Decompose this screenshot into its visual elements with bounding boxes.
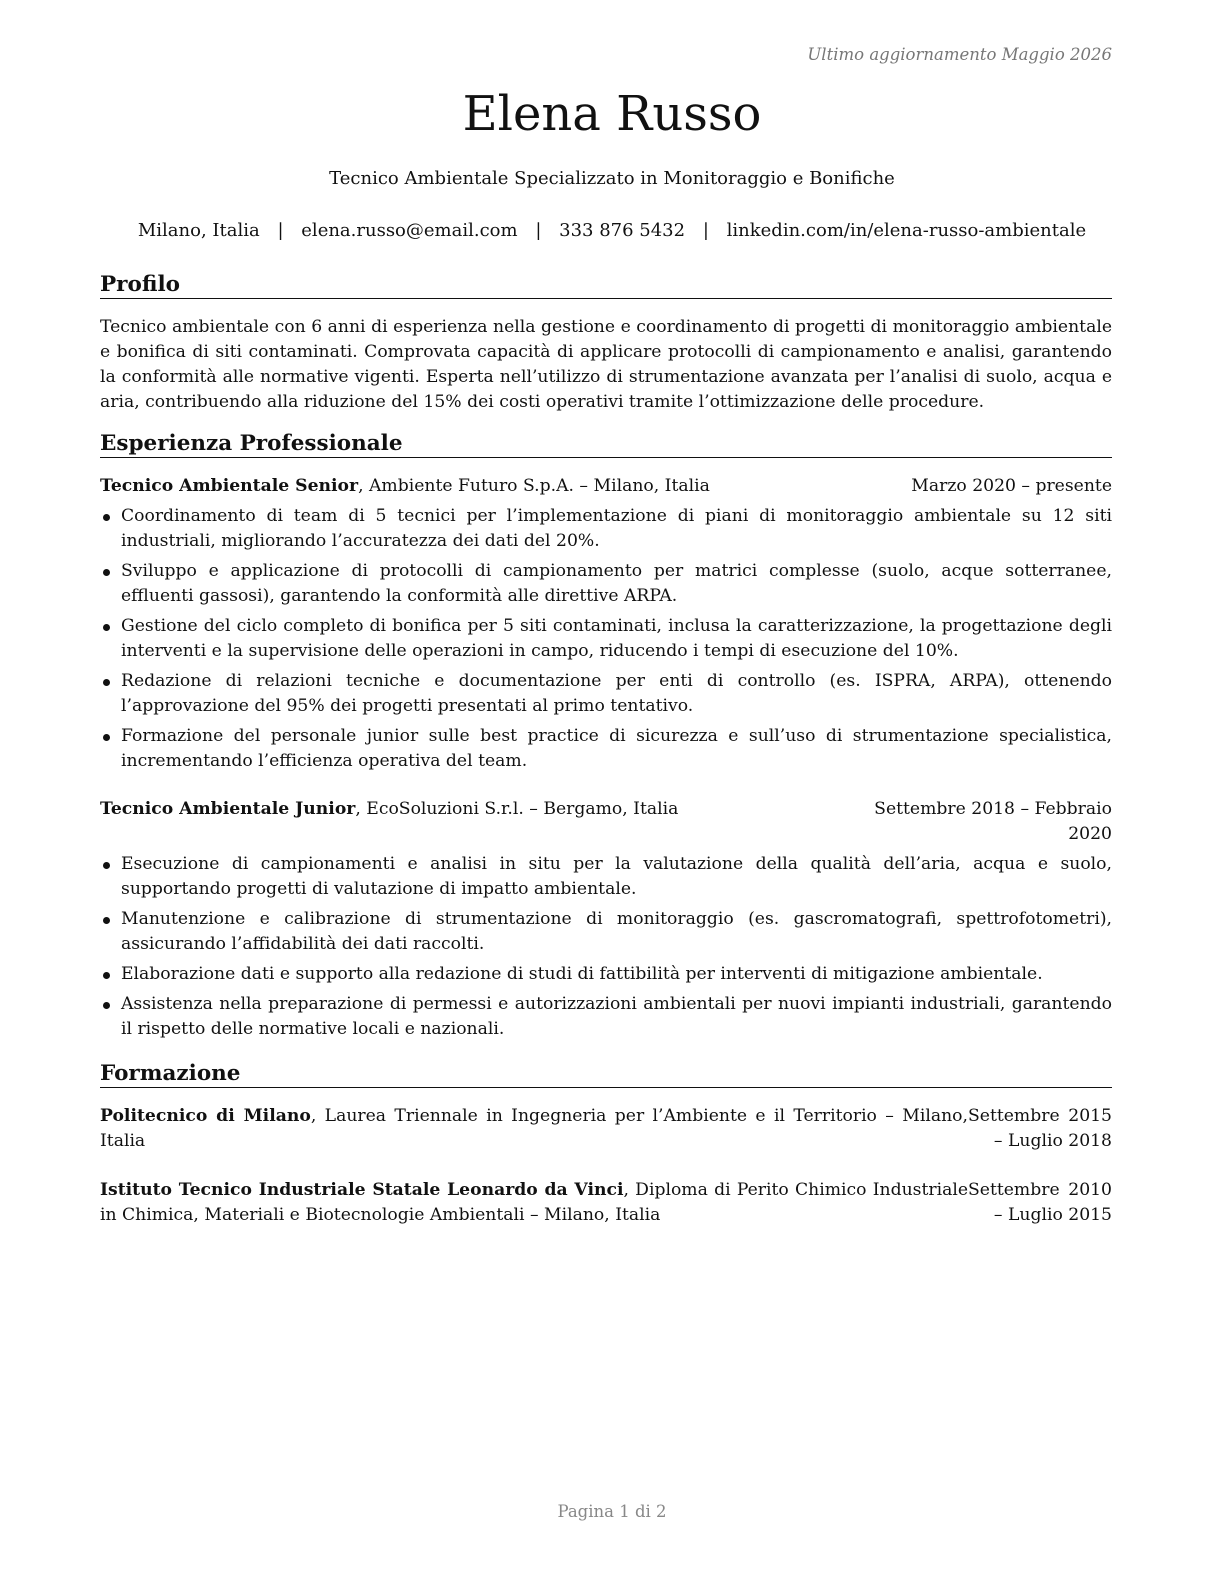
contact-separator: |	[702, 220, 709, 241]
contact-phone[interactable]: 333 876 5432	[559, 220, 686, 241]
page-number: Pagina 1 di 2	[557, 1502, 667, 1521]
bullet-icon	[103, 569, 110, 576]
bullet-text: Redazione di relazioni tecniche e documentazione per enti di controllo (es. ISPRA, ARPA), ottenendo l’approvazione del 95% dei progetti presentati al primo tentativo.	[121, 671, 1112, 716]
bullet-text: Gestione del ciclo completo di bonifica per 5 siti contaminati, inclusa la caratterizzazione, la progettazione degli interventi e la supervisione delle operazioni in campo, riducendo i tempi di esecuzione del 10%.	[121, 616, 1112, 661]
last-updated: Ultimo aggiornamento Maggio 2026	[807, 45, 1112, 64]
education-dates: Settembre 2010 – Luglio 2015	[968, 1180, 1112, 1225]
bullet-icon	[103, 624, 110, 631]
list-item	[100, 992, 1112, 1042]
bullet-icon	[103, 514, 110, 521]
education-description	[100, 1104, 968, 1154]
list-item	[100, 669, 1112, 719]
contact-location: Milano, Italia	[137, 220, 260, 241]
bullet-text: Assistenza nella preparazione di permessi e autorizzazioni ambientali per nuovi impianti industriali, garantendo il rispetto delle normative locali e nazionali.	[121, 994, 1112, 1039]
bullet-text: Manutenzione e calibrazione di strumentazione di monitoraggio (es. gascromatografi, spettrofotometri), assicurando l’affidabilità dei dati raccolti.	[121, 909, 1112, 954]
bullet-icon	[103, 862, 110, 869]
bullet-icon	[103, 917, 110, 924]
section-title-experience: Esperienza Professionale	[100, 431, 1112, 458]
bullet-icon	[103, 972, 110, 979]
headline: Tecnico Ambientale Specializzato in Monitoraggio e Bonifiche	[329, 168, 895, 189]
section-title-profile: Profilo	[100, 272, 1112, 299]
contact-separator: |	[277, 220, 284, 241]
bullet-text: Esecuzione di campionamenti e analisi in situ per la valutazione della qualità dell’aria, acqua e suolo, supportando progetti di valutazione di impatto ambientale.	[121, 854, 1112, 899]
job-bullets	[100, 504, 1112, 779]
bullet-text: Coordinamento di team di 5 tecnici per l’implementazione di piani di monitoraggio ambientale su 12 siti industriali, migliorando l’accuratezza dei dati del 20%.	[121, 506, 1112, 551]
job-bullets	[100, 852, 1112, 1047]
education-details: , Laurea Triennale in Ingegneria per l’Ambiente e il Territorio – Milano, Italia	[100, 1106, 968, 1151]
job-header	[100, 474, 1112, 499]
list-item	[100, 504, 1112, 554]
job-role: Tecnico Ambientale Senior	[100, 476, 359, 496]
job-role: Tecnico Ambientale Junior	[100, 799, 356, 819]
bullet-icon	[103, 679, 110, 686]
education-institution: Istituto Tecnico Industriale Statale Leonardo da Vinci	[100, 1180, 624, 1200]
contact-separator: |	[535, 220, 542, 241]
education-item	[100, 1104, 1112, 1154]
list-item	[100, 852, 1112, 902]
job-title-line	[100, 474, 710, 499]
education-dates: Settembre 2015 – Luglio 2018	[968, 1106, 1112, 1151]
contact-line	[0, 220, 1224, 241]
job-title-line	[100, 797, 678, 822]
education-details: , Diploma di Perito Chimico Industriale in Chimica, Materiali e Biotecnologie Ambientali – Milano, Italia	[100, 1180, 969, 1225]
job-company: , EcoSoluzioni S.r.l. – Bergamo, Italia	[355, 799, 679, 819]
job-dates: Marzo 2020 – presente	[911, 476, 1112, 496]
candidate-name: Elena Russo	[462, 86, 762, 142]
list-item	[100, 724, 1112, 774]
list-item	[100, 962, 1112, 987]
contact-linkedin[interactable]: linkedin.com/in/elena-russo-ambientale	[726, 220, 1087, 241]
job-header	[100, 797, 1112, 847]
bullet-text: Sviluppo e applicazione di protocolli di campionamento per matrici complesse (suolo, acque sotterranee, effluenti gassosi), garantendo la conformità alle direttive ARPA.	[121, 561, 1112, 606]
bullet-icon	[103, 734, 110, 741]
bullet-text: Elaborazione dati e supporto alla redazione di studi di fattibilità per interventi di mitigazione ambientale.	[121, 964, 1043, 984]
education-item	[100, 1178, 1112, 1228]
section-title-education: Formazione	[100, 1061, 1112, 1088]
education-description	[100, 1178, 968, 1228]
bullet-text: Formazione del personale junior sulle best practice di sicurezza e sull’uso di strumentazione specialistica, incrementando l’efficienza operativa del team.	[121, 726, 1112, 771]
job-company: , Ambiente Futuro S.p.A. – Milano, Italia	[358, 476, 710, 496]
education-institution: Politecnico di Milano	[100, 1106, 311, 1126]
profile-text: Tecnico ambientale con 6 anni di esperienza nella gestione e coordinamento di progetti di monitoraggio ambientale e bonifica di siti contaminati. Comprovata capacità di applicare protocolli di campionamento e analisi, garantendo la conformità alle normative vigenti. Esperta nell’utilizzo di strumentazione avanzata per l’analisi di suolo, acqua e aria, contribuendo alla riduzione del 15% dei costi operativi tramite l’ottimizzazione delle procedure.	[100, 317, 1112, 412]
list-item	[100, 907, 1112, 957]
bullet-icon	[103, 1002, 110, 1009]
list-item	[100, 559, 1112, 609]
contact-email[interactable]: elena.russo@email.com	[301, 220, 518, 241]
job-dates: Settembre 2018 – Febbraio 2020	[874, 799, 1112, 844]
list-item	[100, 614, 1112, 664]
